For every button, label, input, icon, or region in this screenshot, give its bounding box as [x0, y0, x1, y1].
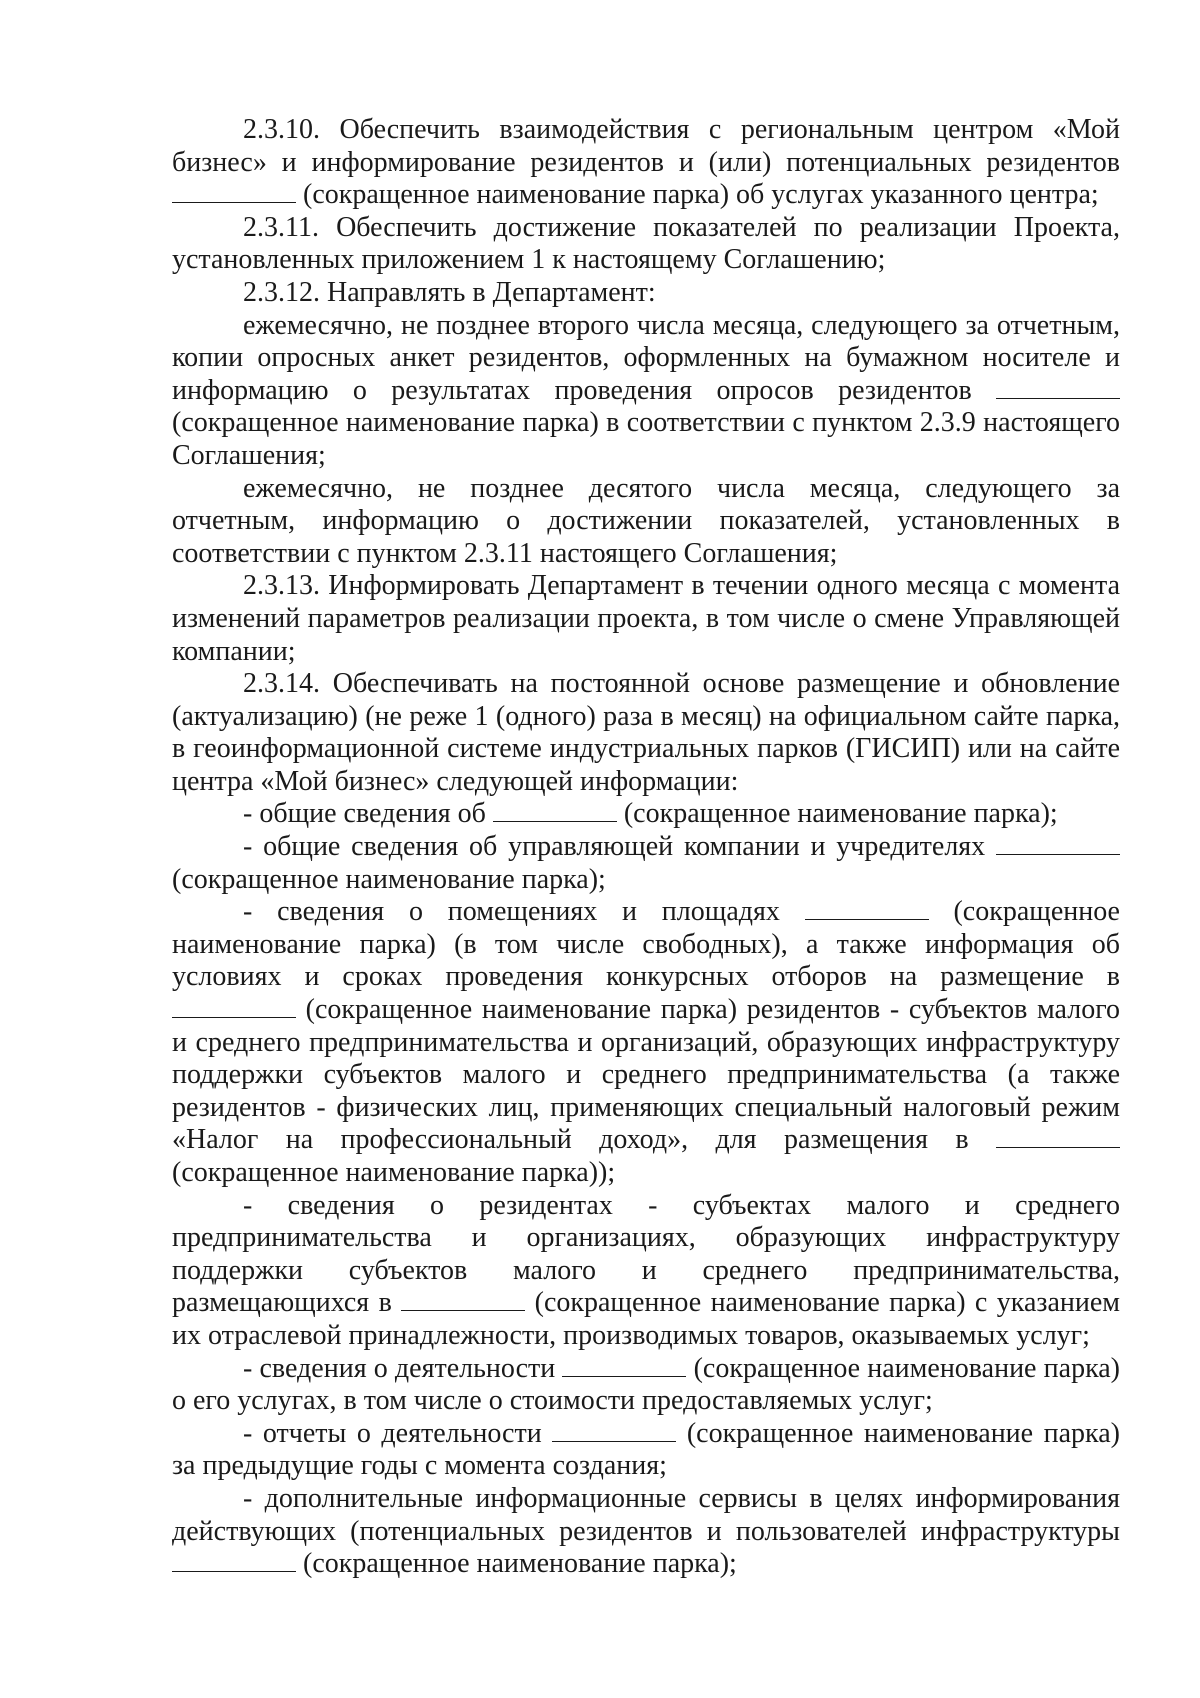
document-paragraph	[172, 1483, 1120, 1581]
paragraph-text: ежемесячно, не позднее десятого числа месяца, следующего за отчетным, информацию о достижении показателей, установленных в соответствии с пунктом 2.3.11 настоящего Соглашения;	[172, 472, 1120, 569]
document-paragraph	[172, 114, 1120, 212]
document-paragraph	[172, 473, 1120, 571]
paragraph-text: (сокращенное наименование парка);	[172, 863, 606, 895]
paragraph-text: ежемесячно, не позднее второго числа месяца, следующего за отчетным, копии опросных анкет резидентов, оформленных на бумажном носителе и информацию о результатах проведения опросов резидентов	[172, 309, 1120, 406]
fill-in-blank	[552, 1440, 676, 1442]
document-body	[172, 114, 1120, 1581]
paragraph-text: - дополнительные информационные сервисы в целях информирования действующих (потенциальных резидентов и пользователей инфраструктуры	[172, 1482, 1120, 1547]
fill-in-blank	[493, 820, 617, 822]
paragraph-text: 2.3.13. Информировать Департамент в течении одного месяца с момента изменений параметров реализации проекта, в том числе о смене Управляющей компании;	[172, 570, 1120, 667]
paragraph-text: - отчеты о деятельности	[243, 1417, 553, 1449]
fill-in-blank	[996, 397, 1120, 399]
paragraph-text: (сокращенное наименование парка));	[172, 1157, 616, 1188]
paragraph-text: (сокращенное наименование парка) резидентов - субъектов малого и среднего предпринимательства и организаций, образующих инфраструктуру поддержки субъектов малого и среднего предпринимательства (а также резидентов - физических лиц, применяющих специальный налоговый режим «Налог на профессиональный доход», для размещения в	[172, 994, 1120, 1156]
fill-in-blank	[805, 918, 929, 920]
paragraph-text: (сокращенное наименование парка);	[616, 798, 1058, 830]
document-paragraph	[172, 212, 1120, 277]
fill-in-blank	[562, 1375, 686, 1377]
paragraph-text: 2.3.12. Направлять в Департамент:	[243, 276, 656, 308]
paragraph-text: (сокращенное наименование парка) об услугах указанного центра;	[296, 179, 1099, 211]
document-paragraph	[172, 831, 1120, 896]
fill-in-blank	[401, 1309, 525, 1311]
fill-in-blank	[172, 1570, 296, 1572]
paragraph-text: - общие сведения об	[243, 798, 493, 830]
paragraph-text: - сведения о помещениях и площадях	[243, 896, 805, 928]
paragraph-text: 2.3.10. Обеспечить взаимодействия с региональным центром «Мой бизнес» и информирование резидентов и (или) потенциальных резидентов	[172, 114, 1120, 178]
document-paragraph	[172, 798, 1120, 831]
paragraph-text: 2.3.11. Обеспечить достижение показателей по реализации Проекта, установленных приложением 1 к настоящему Соглашению;	[172, 211, 1120, 276]
paragraph-text: (сокращенное наименование парка) о его услугах, в том числе о стоимости предоставляемых услуг;	[172, 1352, 1120, 1417]
document-paragraph	[172, 570, 1120, 668]
fill-in-blank	[172, 1016, 296, 1018]
document-paragraph	[172, 896, 1120, 1189]
paragraph-text: - общие сведения об управляющей компании и учредителях	[243, 831, 996, 863]
paragraph-text: (сокращенное наименование парка) за предыдущие годы с момента создания;	[172, 1417, 1120, 1482]
fill-in-blank	[996, 1146, 1120, 1148]
fill-in-blank	[172, 201, 296, 203]
document-paragraph	[172, 1353, 1120, 1418]
document-paragraph	[172, 277, 1120, 310]
paragraph-text: (сокращенное наименование парка);	[296, 1548, 737, 1580]
document-paragraph	[172, 1418, 1120, 1483]
paragraph-text: - сведения о деятельности	[243, 1352, 563, 1384]
paragraph-text: (сокращенное наименование парка) в соответствии с пунктом 2.3.9 настоящего Соглашения;	[172, 407, 1120, 471]
fill-in-blank	[996, 853, 1120, 855]
paragraph-text: - сведения о резидентах - субъектах малого и среднего предпринимательства и организациях, образующих инфраструктуру поддержки субъектов малого и среднего предпринимательства, размещающихся в	[172, 1189, 1120, 1319]
document-paragraph	[172, 668, 1120, 798]
document-paragraph	[172, 1190, 1120, 1353]
paragraph-text: (сокращенное наименование парка) с указанием их отраслевой принадлежности, производимых товаров, оказываемых услуг;	[172, 1287, 1120, 1351]
paragraph-text: (сокращенное наименование парка) (в том числе свободных), а также информация об условиях и сроках проведения конкурсных отборов на размещение в	[172, 896, 1120, 993]
paragraph-text: 2.3.14. Обеспечивать на постоянной основе размещение и обновление (актуализацию) (не реже 1 (одного) раза в месяц) на официальном сайте парка, в геоинформационной системе индустриальных парков (ГИСИП) или на сайте центра «Мой бизнес» следующей информации:	[172, 668, 1120, 797]
document-paragraph	[172, 310, 1120, 473]
